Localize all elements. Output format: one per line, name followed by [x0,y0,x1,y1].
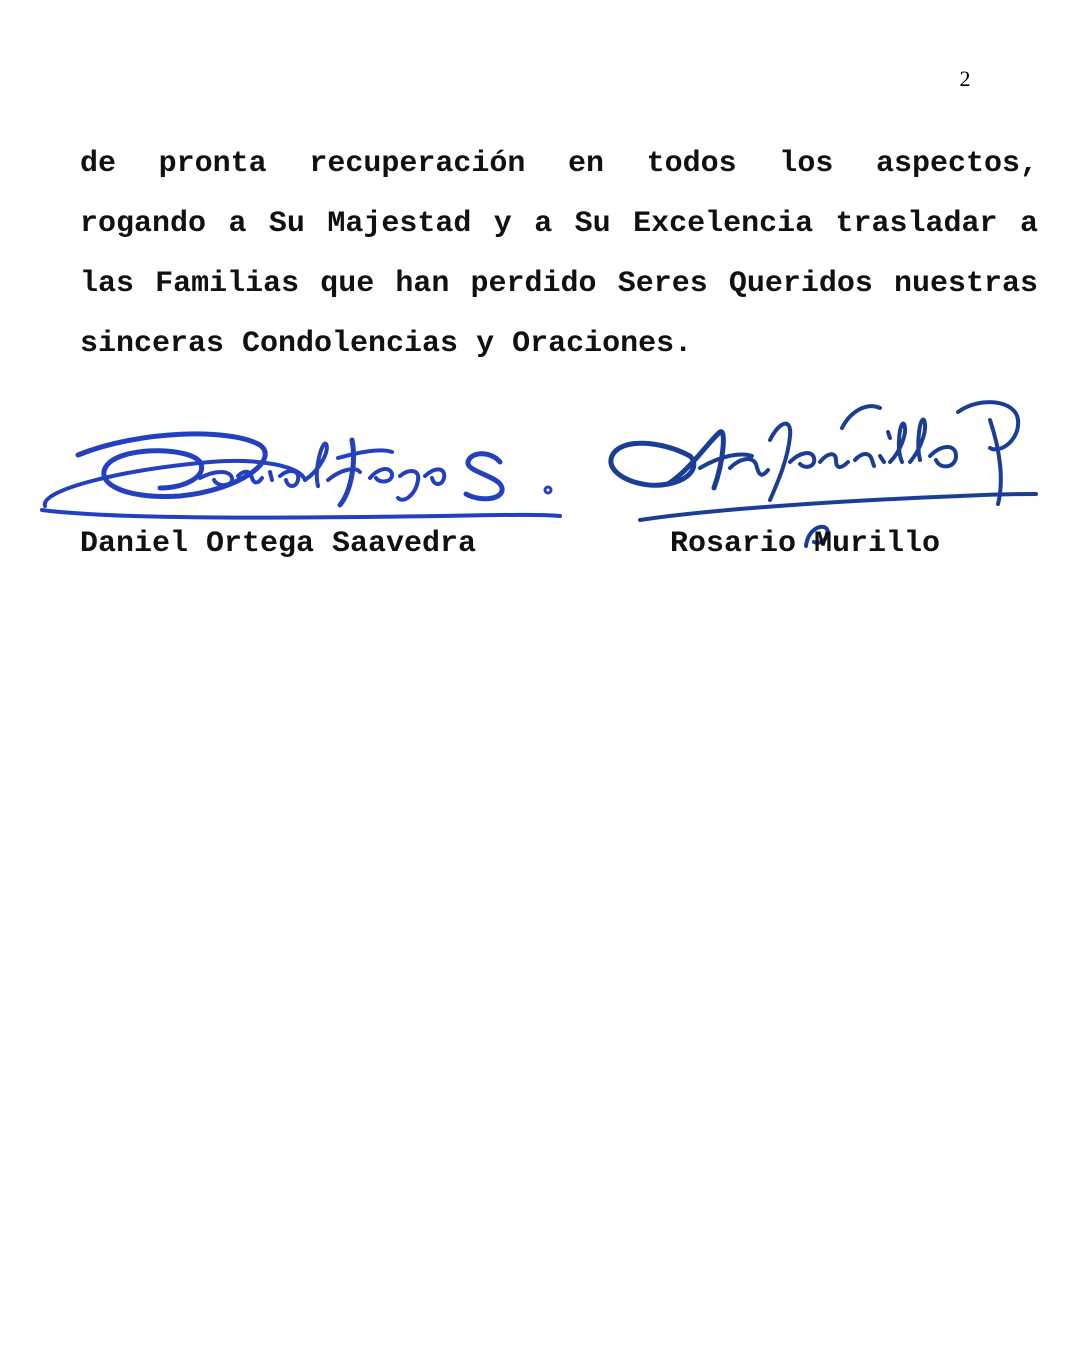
letter-line: rogando a Su Majestad y a Su Excelencia trasladar a [80,207,1038,241]
signature-left [42,434,560,518]
signatory-name-left: Daniel Ortega Saavedra [80,527,477,561]
page-number: 2 [959,66,971,91]
signatory-name-right: Rosario Murillo [670,527,941,561]
letter-line: de pronta recuperación en todos los aspectos, [80,147,1038,181]
letter-line: sinceras Condolencias y Oraciones. [80,327,693,361]
letter-line: las Familias que han perdido Seres Queridos nuestras [80,267,1038,301]
